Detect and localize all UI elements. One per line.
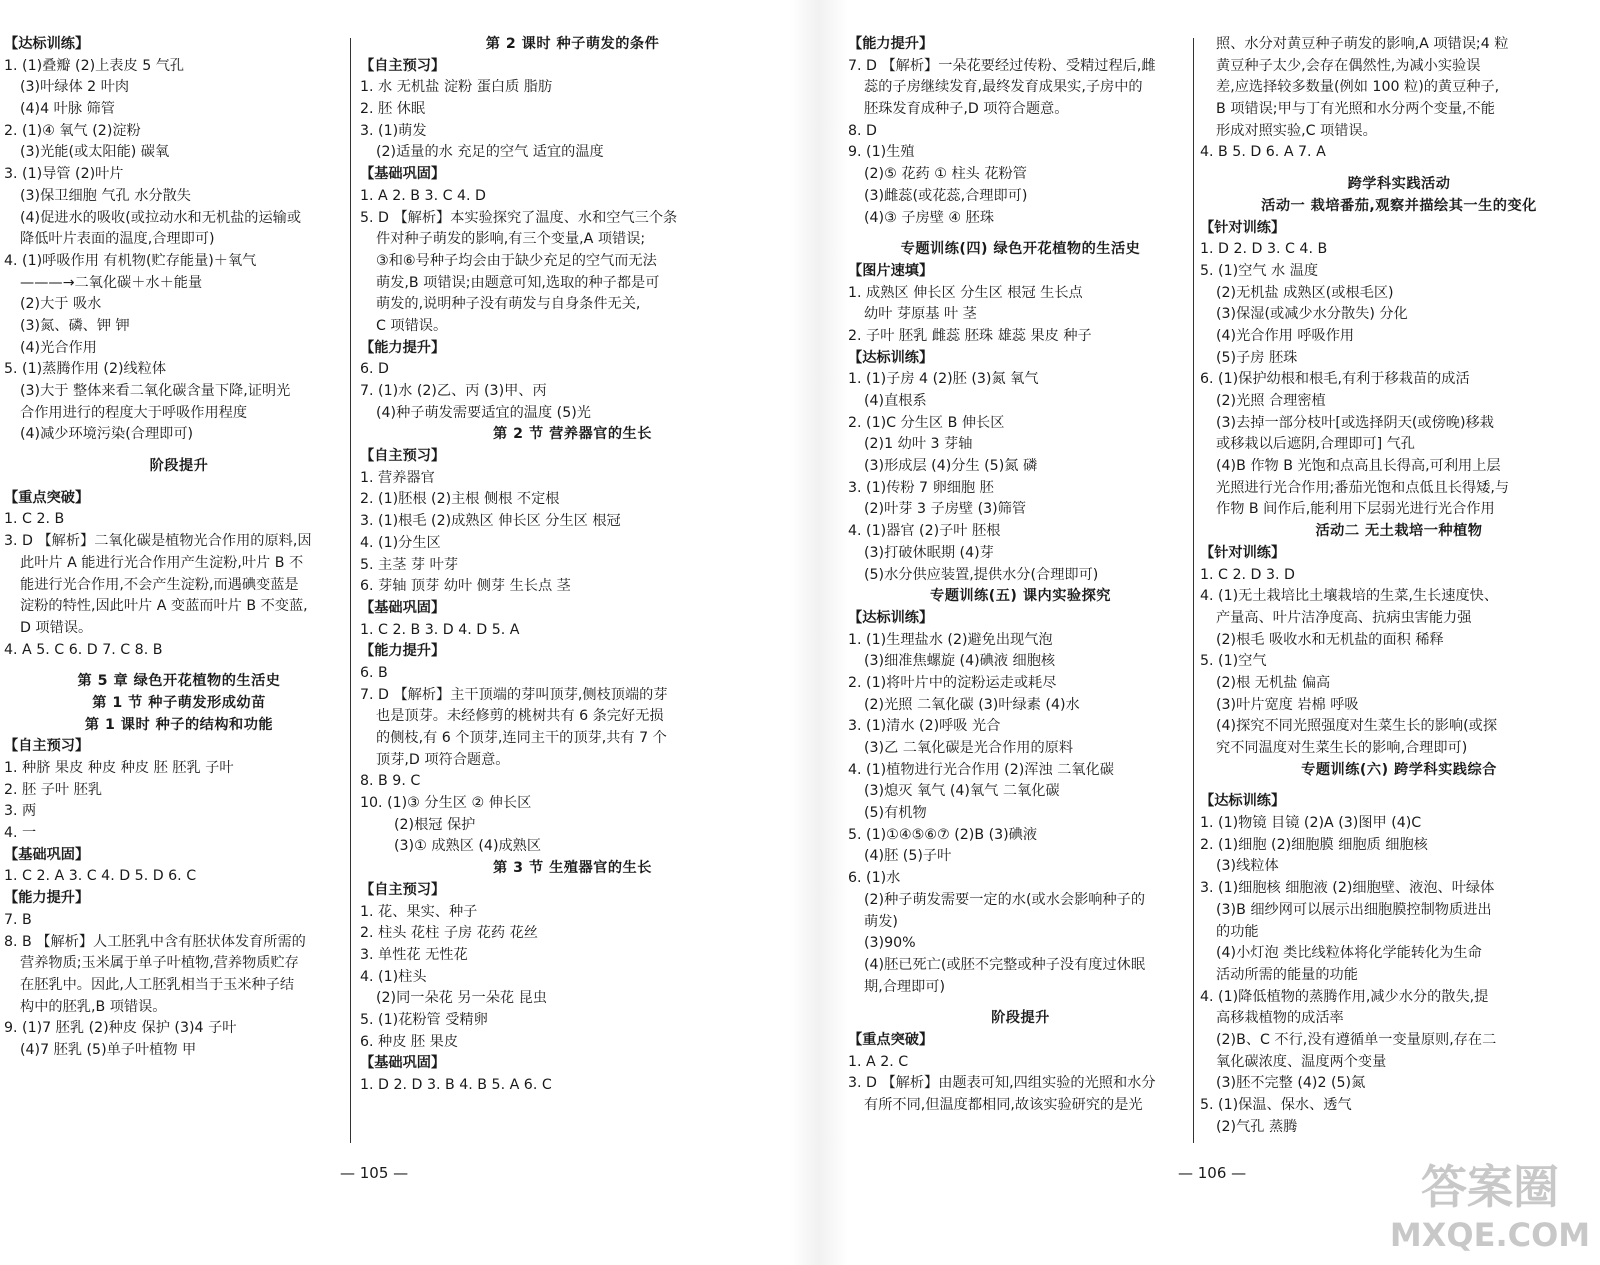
section-title: 阶段提升 [991,1010,1050,1027]
answer-line: (3)打破休眠期 (4)芽 [864,544,994,561]
answer-line: 活动所需的能量的功能 [1216,966,1358,983]
answer-line: 5. (1)花粉管 受精卵 [360,1011,488,1028]
answer-line: 7. B [4,911,32,928]
answer-line: 10. (1)③ 分生区 ② 伸长区 [360,795,532,812]
answer-line: (2)同一朵花 另一朵花 昆虫 [376,990,547,1007]
section-heading: 【重点突破】 [848,1031,934,1048]
section-title: 活动二 无土栽培一种植物 [1315,523,1483,540]
answer-line: 期,合理即可) [864,978,945,995]
answer-line: (3)细准焦螺旋 (4)碘液 细胞核 [864,653,1056,670]
answer-line: 的侧枝,有 6 个顶芽,连同主干的顶芽,共有 7 个 [376,730,667,746]
answer-line: (4)光合作用 呼吸作用 [1216,327,1355,344]
answer-line: (3)去掉一部分枝叶[或选择阴天(或傍晚)移栽 [1216,414,1494,431]
answer-line: 2. (1)细胞 (2)细胞膜 细胞质 细胞核 [1200,836,1428,853]
answer-line: (3)叶片宽度 岩棉 呼吸 [1216,696,1359,713]
answer-line: 4. (1)器官 (2)子叶 胚根 [848,523,1001,540]
section-title: 第 2 节 营养器官的生长 [493,426,652,443]
answer-line: 2. 胚 休眠 [360,101,426,118]
answer-line: 萌发) [864,913,898,930]
answer-line: 幼叶 芽原基 叶 茎 [864,306,977,323]
answer-line: C 项错误。 [376,317,448,334]
answer-line: (4)4 叶脉 筛管 [20,101,115,118]
answer-line: (4)7 胚乳 (5)单子叶植物 甲 [20,1041,197,1058]
answer-line: 营养物质;玉米属于单子叶植物,营养物质贮存 [20,955,299,972]
answer-line: (3)乙 二氧化碳是光合作用的原料 [864,740,1074,756]
answer-line: ③和⑥号种子均会由于缺少充足的空气而无法 [376,252,657,269]
answer-line: 5. (1)①④⑤⑥⑦ (2)B (3)碘液 [848,826,1038,843]
section-heading: 【能力提升】 [360,643,446,660]
answer-line: (4)种子萌发需要适宜的温度 (5)光 [376,404,591,421]
answer-line: (4)③ 子房壁 ④ 胚珠 [864,209,995,226]
answer-line: (4)胚 (5)子叶 [864,848,952,865]
answer-line: (2)1 幼叶 3 芽轴 [864,436,973,453]
answer-line: (2)叶芽 3 子房壁 (3)筛管 [864,501,1027,518]
answer-line: (5)有机物 [864,805,927,822]
answer-line: 3. (1)清水 (2)呼吸 光合 [848,718,1001,735]
answer-line: (3)叶绿体 2 叶肉 [20,79,130,96]
answer-line: 萌发,B 项错误;由题意可知,选取的种子都是可 [376,274,660,291]
answer-line: 6. 芽轴 顶芽 幼叶 侧芽 生长点 茎 [360,578,571,595]
answer-line: (2)大于 吸水 [20,296,102,313]
answer-line: (2)气孔 蒸腾 [1216,1118,1298,1135]
answer-line: 萌发的,说明种子没有萌发与自身条件无关, [376,296,641,313]
section-heading: 【图片速填】 [848,262,934,279]
left-column-1 [4,34,354,1062]
section-title: 阶段提升 [149,458,209,475]
section-heading: 【能力提升】 [360,339,446,356]
answer-line: 胚珠发育成种子,D 项符合题意。 [864,101,1069,118]
section-title: 第 5 章 绿色开花植物的生活史 [77,673,281,690]
answer-line: 1. A 2. C [848,1053,909,1070]
answer-line: 1. (1)生理盐水 (2)避免出现气泡 [848,631,1053,648]
answer-line: 5. D 【解析】本实验探究了温度、水和空气三个条 [360,209,678,226]
section-heading: 【重点突破】 [4,489,90,506]
answer-line: 5. (1)保温、保水、透气 [1200,1097,1352,1113]
section-heading: 【能力提升】 [4,890,90,907]
section-heading: 【自主预习】 [360,448,446,465]
page-105 [0,0,790,1265]
answer-line: 3. 单性花 无性花 [360,946,468,963]
answer-line: 3. 两 [4,803,37,820]
section-title: 跨学科实践活动 [1347,176,1451,193]
answer-line: 7. D 【解析】一朵花要经过传粉、受精过程后,雌 [848,57,1156,74]
answer-line: (5)子房 胚珠 [1216,349,1298,366]
answer-line: (3)① 成熟区 (4)成熟区 [394,838,542,855]
answer-line: 8. B 【解析】人工胚乳中含有胚状体发育所需的 [4,933,306,950]
answer-line [848,229,1193,239]
answer-line: 也是顶芽。未经修剪的桃树共有 6 条完好无损 [376,708,664,725]
answer-line: (2)根 无机盐 偏高 [1216,674,1331,691]
answer-line: 8. D [848,122,877,139]
answer-line: 4. (1)无土栽培比土壤栽培的生菜,生长速度快、 [1200,588,1499,605]
answer-line: 1. 花、果实、种子 [360,903,478,920]
answer-line: 合作用进行的程度大于呼吸作用程度 [20,404,248,421]
section-title: 第 1 节 种子萌发形成幼苗 [92,694,266,711]
answer-line: 产量高、叶片洁净度高、抗病虫害能力强 [1216,609,1472,626]
answer-line: 5. (1)蒸腾作用 (2)线粒体 [4,361,167,378]
answer-line: (4)光合作用 [20,339,97,356]
answer-line: 2. (1)将叶片中的淀粉运走或耗尽 [848,674,1057,691]
answer-line: 1. 水 无机盐 淀粉 蛋白质 脂肪 [360,79,553,96]
answer-line: 降低叶片表面的温度,合理即可) [20,231,215,248]
answer-line: D 项错误。 [20,619,93,636]
answer-line: 9. (1)7 胚乳 (2)种皮 保护 (3)4 子叶 [4,1020,237,1037]
answer-line [4,478,354,488]
answer-line: 6. (1)水 [848,870,901,887]
answer-line: (5)水分供应装置,提供水分(合理即可) [864,566,1099,583]
answer-line: 氧化碳浓度、温度两个变量 [1216,1053,1387,1070]
watermark-logo-text: 答案圈 [1421,1160,1559,1214]
answer-line: 1. A 2. B 3. C 4. D [360,187,486,204]
section-heading: 【针对训练】 [1200,219,1286,236]
answer-line: (2)光照 合理密植 [1216,393,1326,409]
section-title: 专题训练(四) 绿色开花植物的生活史 [900,241,1141,258]
answer-line: (3)雌蕊(或花蕊,合理即可) [864,187,1028,204]
answer-line: (3)熄灭 氧气 (4)氧气 二氧化碳 [864,783,1060,800]
section-heading: 【自主预习】 [4,738,90,755]
answer-line: 4. (1)呼吸作用 有机物(贮存能量)＋氧气 [4,252,257,269]
answer-line: 4. (1)柱头 [360,968,427,985]
answer-line: 有所不同,但温度都相同,故该实验研究的是光 [864,1097,1143,1113]
answer-line: 3. D 【解析】二氧化碳是植物光合作用的原料,因 [4,533,312,550]
answer-line: (2)⑤ 花药 ① 柱头 花粉管 [864,166,1027,183]
answer-line: 7. D 【解析】主干顶端的芽叫顶芽,侧枝顶端的芽 [360,686,668,703]
answer-line: (4)小灯泡 类比线粒体将化学能转化为生命 [1216,945,1482,962]
answer-line: 3. D 【解析】由题表可知,四组实验的光照和水分 [848,1075,1156,1092]
answer-line [4,661,354,671]
answer-line: 3. (1)传粉 7 卵细胞 胚 [848,479,994,496]
answer-line: (3)线粒体 [1216,858,1279,875]
answer-line: (3)胚不完整 (4)2 (5)氮 [1216,1075,1366,1092]
answer-line: 2. 胚 子叶 胚乳 [4,781,103,798]
answer-line: 顶芽,D 项符合题意。 [376,751,510,768]
answer-line: 1. C 2. A 3. C 4. D 5. D 6. C [4,868,197,885]
section-heading: 【基础巩固】 [360,166,446,183]
column-divider [350,38,351,1143]
answer-line: (4)B 作物 B 光饱和点高且长得高,可利用上层 [1216,458,1501,475]
answer-line: 2. (1)④ 氧气 (2)淀粉 [4,122,141,139]
answer-line: 3. (1)细胞核 细胞液 (2)细胞壁、液泡、叶绿体 [1200,880,1495,897]
answer-line: 淀粉的特性,因此叶片 A 变蓝而叶片 B 不变蓝, [20,598,308,615]
answer-line: 1. (1)子房 4 (2)胚 (3)氮 氧气 [848,371,1039,388]
answer-line: 2. (1)C 分生区 B 伸长区 [848,414,1005,431]
answer-line: (4)胚已死亡(或胚不完整或种子没有度过休眠 [864,956,1146,973]
answer-line: 4. 一 [4,825,37,842]
answer-line: 6. 种皮 胚 果皮 [360,1033,459,1050]
answer-line: 高移栽植物的成活率 [1216,1010,1344,1027]
answer-line: (4)探究不同光照强度对生菜生长的影响(或探 [1216,718,1498,735]
answer-line: 此叶片 A 能进行光合作用产生淀粉,叶片 B 不 [20,554,304,571]
answer-line: (2)根冠 保护 [394,816,476,833]
section-heading: 【达标训练】 [848,349,934,366]
answer-line: 8. B 9. C [360,773,421,790]
section-heading: 【基础巩固】 [360,599,446,616]
answer-line: 5. (1)空气 [1200,653,1267,670]
answer-line: 1. 营养器官 [360,469,435,486]
answer-line: 2. 柱头 花柱 子房 花药 花丝 [360,925,538,942]
section-heading: 【自主预习】 [360,881,446,898]
answer-line: B 项错误;甲与丁有光照和水分两个变量,不能 [1216,101,1495,118]
answer-line: (2)种子萌发需要一定的水(或水会影响种子的 [864,891,1146,908]
answer-line: 7. (1)水 (2)乙、丙 (3)甲、丙 [360,383,547,399]
answer-line [4,446,354,456]
answer-line: (4)促进水的吸收(或拉动水和无机盐的运输或 [20,209,302,226]
answer-line: (2)光照 二氧化碳 (3)叶绿素 (4)水 [864,696,1080,713]
answer-line: (2)无机盐 成熟区(或根毛区) [1216,284,1394,301]
section-heading: 【基础巩固】 [360,1055,446,1072]
page-106 [848,0,1600,1265]
answer-line: 1. 成熟区 伸长区 分生区 根冠 生长点 [848,284,1083,301]
answer-line: (3)光能(或太阳能) 碳氧 [20,144,170,161]
answer-line: (3)保湿(或减少水分散失) 分化 [1216,306,1408,323]
answer-line: 2. (1)胚根 (2)主根 侧根 不定根 [360,491,560,508]
watermark-url: MXQE.COM [1390,1216,1590,1254]
answer-line: 4. (1)植物进行光合作用 (2)浑浊 二氧化碳 [848,761,1114,778]
answer-line: (3)大于 整体来看二氧化碳含量下降,证明光 [20,383,291,399]
answer-line: 1. (1)叠瓣 (2)上表皮 5 气孔 [4,57,185,74]
answer-line: 或移栽以后遮阴,合理即可] 气孔 [1216,436,1415,453]
answer-line: 形成对照实验,C 项错误。 [1216,122,1377,139]
answer-line: 1. (1)物镜 目镜 (2)A (3)图甲 (4)C [1200,815,1422,832]
answer-line: 4. B 5. D 6. A 7. A [1200,144,1326,161]
answer-line: 4. (1)分生区 [360,534,441,551]
answer-line: 3. (1)根毛 (2)成熟区 伸长区 分生区 根冠 [360,513,621,530]
answer-line: (4)减少环境污染(合理即可) [20,426,194,443]
answer-line: 2. 子叶 胚乳 雌蕊 胚珠 雄蕊 果皮 种子 [848,327,1092,344]
page-number: — 105 — [340,1164,409,1182]
right-column-2 [1200,34,1598,1138]
answer-line: 作物 B 间作后,能利用下层弱光进行光合作用 [1216,501,1495,518]
watermark-logo [1390,1148,1590,1258]
answer-line: 6. B [360,664,388,681]
column-divider [1193,38,1194,1143]
section-heading: 【达标训练】 [4,36,90,52]
answer-line: 5. 主茎 芽 叶芽 [360,556,459,573]
answer-line: 4. (1)降低植物的蒸腾作用,减少水分的散失,提 [1200,988,1489,1005]
left-column-2 [360,34,785,1097]
answer-line: 6. D [360,361,389,378]
answer-line [1200,781,1598,791]
answer-line: (3)保卫细胞 气孔 水分散失 [20,187,191,204]
answer-line: 5. (1)空气 水 温度 [1200,262,1319,279]
answer-line: 3. (1)萌发 [360,122,427,139]
section-title: 活动一 栽培番茄,观察并描绘其一生的变化 [1261,197,1537,214]
answer-line: (3)B 细纱网可以展示出细胞膜控制物质进出 [1216,901,1492,918]
answer-line: 蕊的子房继续发育,最终发育成果实,子房中的 [864,79,1143,96]
answer-line: (2)B、C 不行,没有遵循单一变量原则,存在二 [1216,1031,1497,1048]
answer-line: 的功能 [1216,923,1259,940]
answer-line: 6. (1)保护幼根和根毛,有利于移栽苗的成活 [1200,371,1470,388]
answer-line: 4. A 5. C 6. D 7. C 8. B [4,641,163,658]
answer-line: (2)适量的水 充足的空气 适宜的温度 [376,144,604,161]
answer-line: 1. C 2. D 3. D [1200,566,1295,583]
section-heading: 【基础巩固】 [4,846,90,863]
answer-line: 1. D 2. D 3. B 4. B 5. A 6. C [360,1077,552,1093]
section-title: 第 2 课时 种子萌发的条件 [485,36,660,52]
answer-line [1200,164,1598,174]
section-heading: 【能力提升】 [848,36,934,52]
answer-line: 1. C 2. B 3. D 4. D 5. A [360,621,520,638]
section-title: 第 3 节 生殖器官的生长 [493,860,652,877]
answer-line: 3. (1)导管 (2)叶片 [4,166,124,183]
answer-line: 究不同温度对生菜生长的影响,合理即可) [1216,740,1468,756]
answer-line: 构中的胚乳,B 项错误。 [20,998,167,1015]
section-title: 专题训练(五) 课内实验探究 [930,588,1111,605]
section-title: 专题训练(六) 跨学科实践综合 [1301,761,1497,778]
answer-line: 差,应选择较多数量(例如 100 粒)的黄豆种子, [1216,79,1500,96]
right-column-1 [848,34,1193,1117]
book-gutter [790,0,848,1265]
answer-line: 1. C 2. B [4,511,65,528]
answer-line: 能进行光合作用,不会产生淀粉,而遇碘变蓝是 [20,576,299,593]
answer-line: (2)根毛 吸收水和无机盐的面积 稀释 [1216,631,1444,648]
answer-line: 黄豆种子太少,会存在偶然性,为减小实验误 [1216,57,1481,74]
answer-line: (4)直根系 [864,393,927,409]
answer-line [848,998,1193,1008]
section-title: 第 1 课时 种子的结构和功能 [84,716,274,733]
answer-line: (3)形成层 (4)分生 (5)氮 磷 [864,458,1038,475]
answer-line: 光照进行光合作用;番茄光饱和点低且长得矮,与 [1216,479,1510,496]
answer-line: 9. (1)生殖 [848,144,915,161]
answer-line: 照、水分对黄豆种子萌发的影响,A 项错误;4 粒 [1216,36,1509,52]
section-heading: 【自主预习】 [360,57,446,74]
section-heading: 【针对训练】 [1200,544,1286,561]
section-heading: 【达标训练】 [1200,793,1286,810]
answer-line: 1. 种脐 果皮 种皮 种皮 胚 胚乳 子叶 [4,760,234,776]
answer-line: 在胚乳中。因此,人工胚乳相当于玉米种子结 [20,976,295,993]
answer-line: (3)氮、磷、钾 钾 [20,317,130,334]
answer-line: 1. D 2. D 3. C 4. B [1200,241,1328,258]
answer-line: (3)90% [864,935,916,952]
answer-line: 件对种子萌发的影响,有三个变量,A 项错误; [376,231,646,248]
section-heading: 【达标训练】 [848,609,934,626]
page-number: — 106 — [1178,1164,1247,1182]
answer-line: ———→二氧化碳＋水＋能量 [20,274,203,291]
